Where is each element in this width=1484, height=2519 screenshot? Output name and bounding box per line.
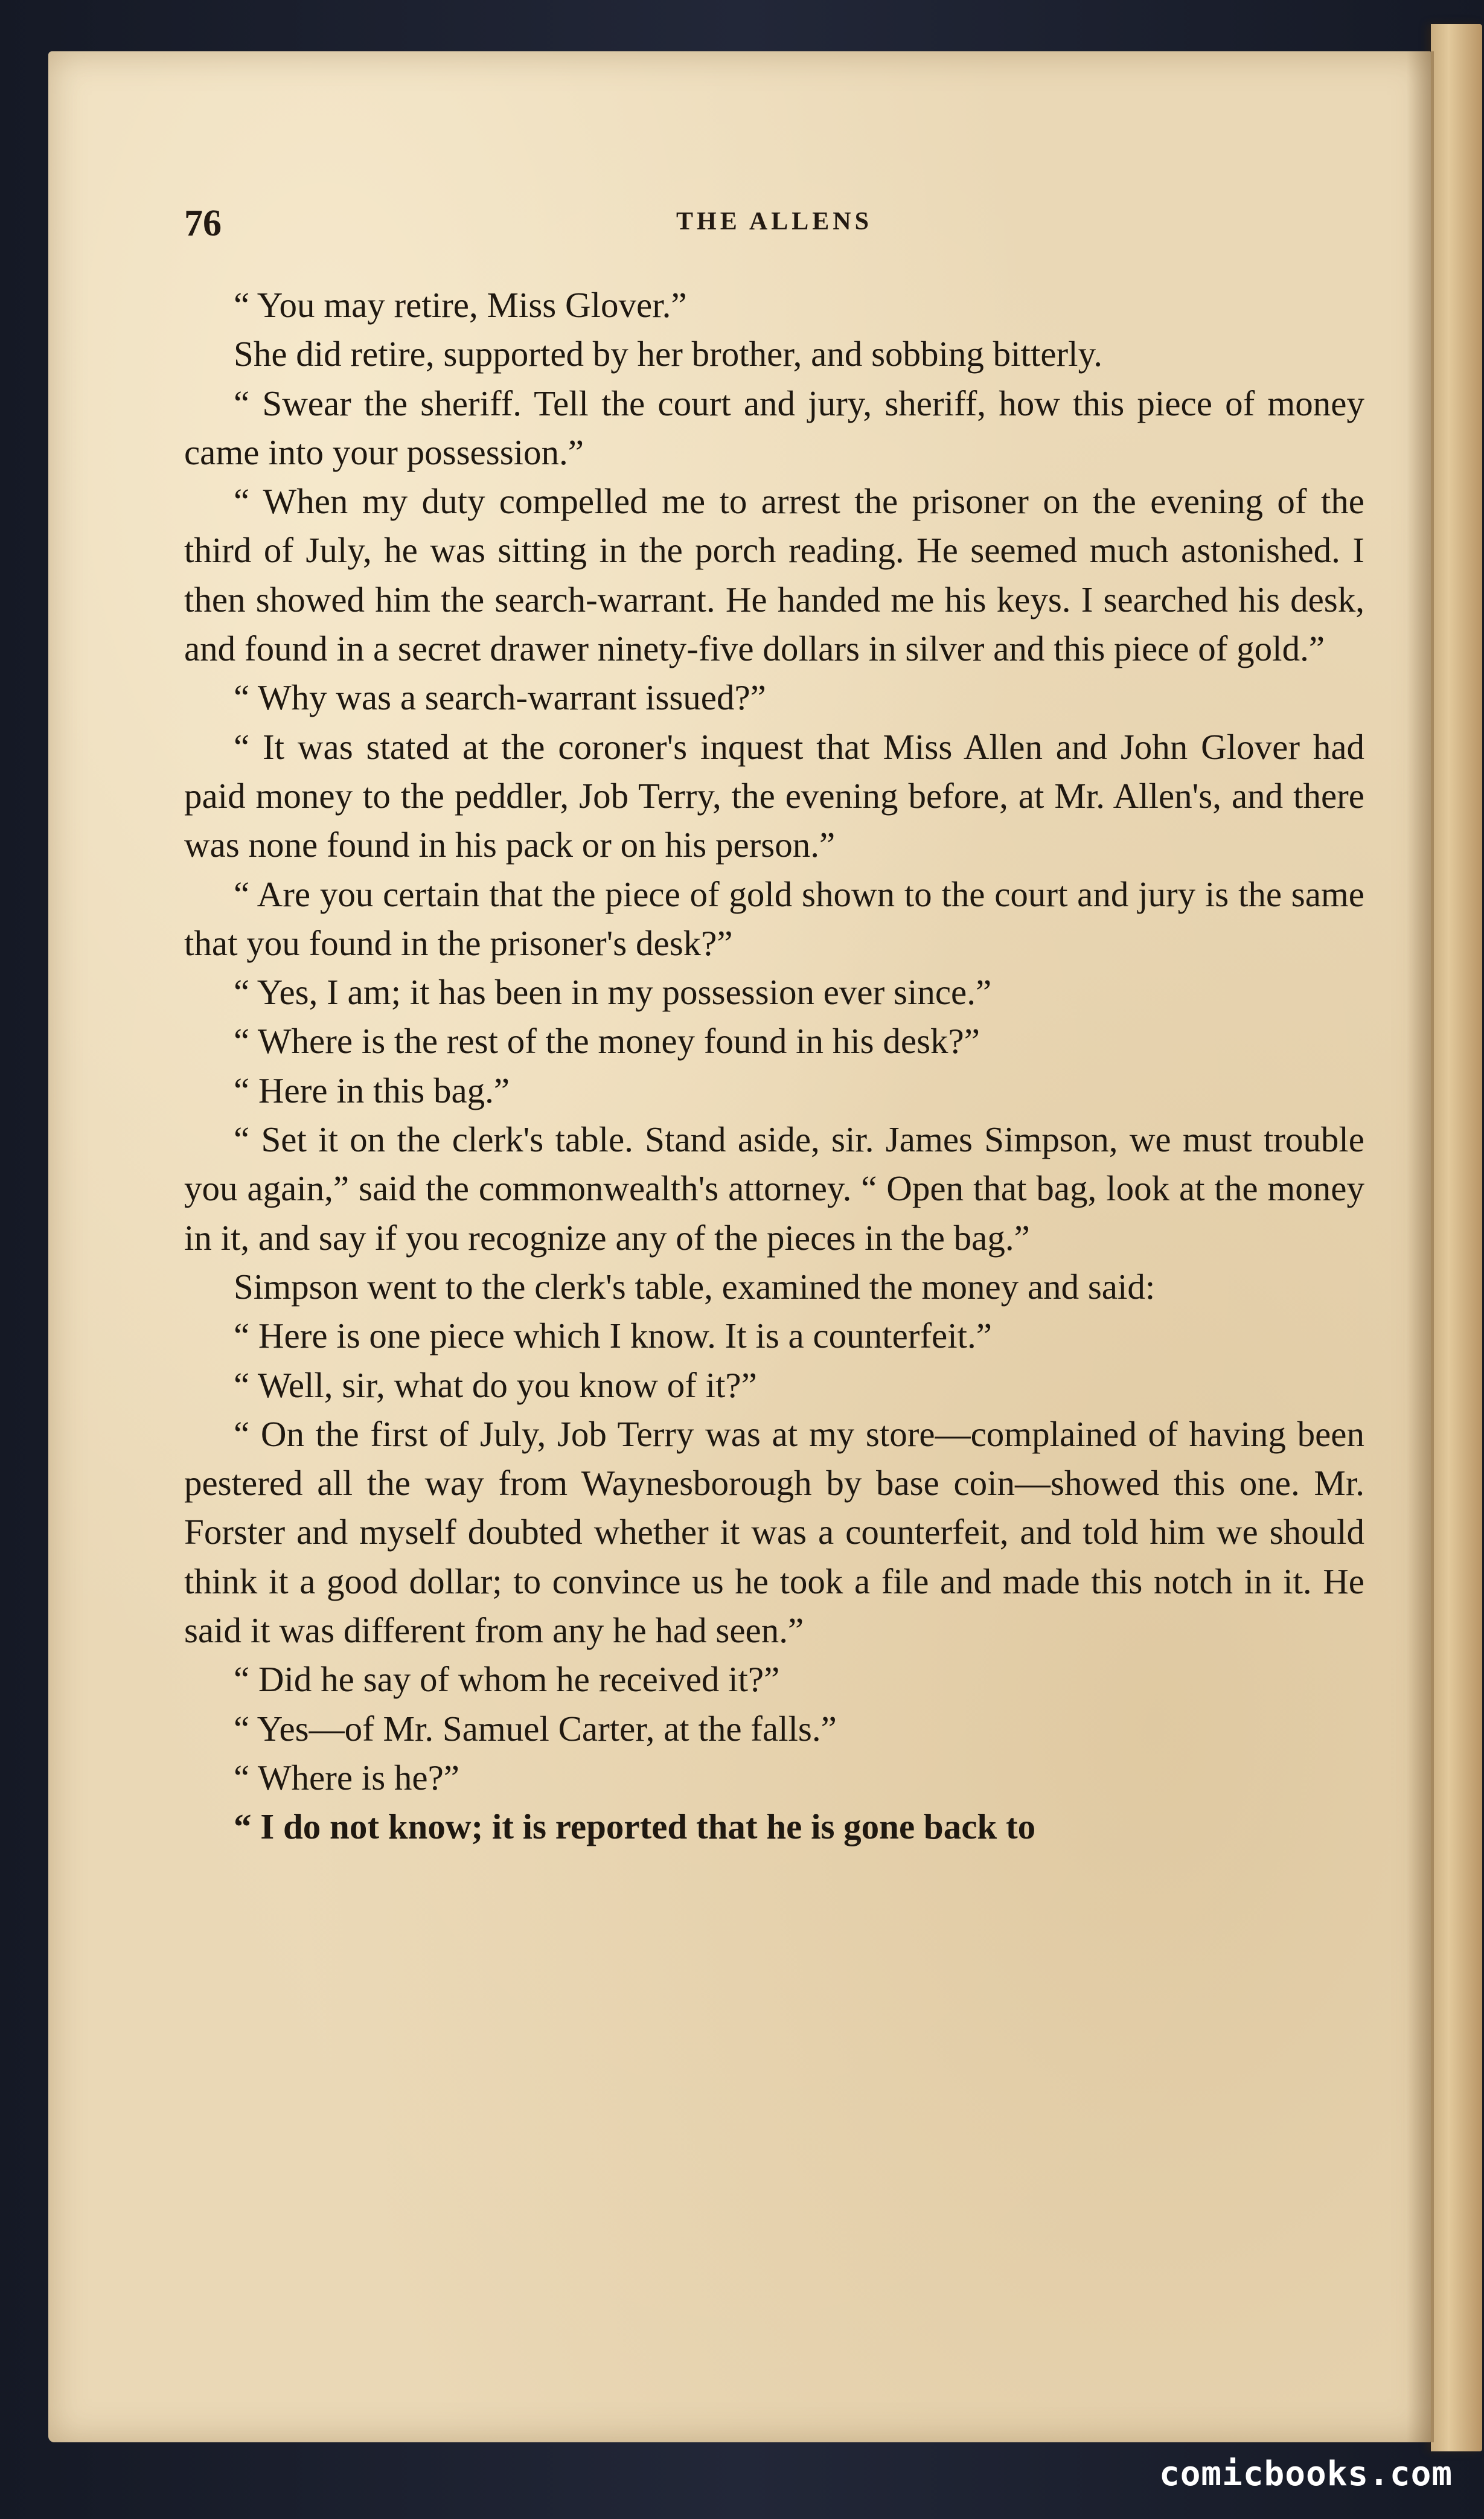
paragraph: “ You may retire, Miss Glover.” [234,285,687,325]
paragraph: “ Where is the rest of the money found in his desk?” [234,1021,980,1061]
paragraph: “ Here is one piece which I know. It is a counterfeit.” [234,1316,992,1356]
paragraph: “ Set it on the clerk's table. Stand aside, sir. James Simpson, we must trouble you again,” said the commonwealth's attorney. “ Open that bag, look at the money in it, and say if you recognize any of the pieces in the bag.” [184,1119,1364,1258]
paragraph: “ Are you certain that the piece of gold shown to the court and jury is the same that you found in the prisoner's desk?” [184,874,1364,963]
page-number: 76 [184,203,222,244]
paragraph: “ Why was a search-warrant issued?” [234,677,766,718]
paragraph: She did retire, supported by her brother, and sobbing bitterly. [234,334,1102,374]
paragraph: “ Yes—of Mr. Samuel Carter, at the falls.” [234,1708,837,1749]
page-edge [1431,24,1482,2451]
page-gutter-shadow [1407,51,1434,2442]
paragraph-continued: “ I do not know; it is reported that he is gone back to [234,1807,1036,1847]
paragraph: “ Did he say of whom he received it?” [234,1659,780,1700]
running-title: THE ALLENS [676,208,872,235]
paragraph: “ Here in this bag.” [234,1070,510,1110]
paragraph: “ On the first of July, Job Terry was at my store—complained of having been pestered all the way from Waynesborough by base coin—showed this one. Mr. Forster and myself doubted whether it was a counterfeit, and told him we should think it a good dollar; to convince us he took a file and made this notch in it. He said it was different from any he had seen.” [184,1413,1364,1651]
watermark: comicbooks.com [1159,2454,1453,2494]
paragraph: “ Well, sir, what do you know of it?” [234,1365,757,1405]
paragraph: “ It was stated at the coroner's inquest that Miss Allen and John Glover had paid money to the peddler, Job Terry, the evening before, at Mr. Allen's, and there was none found in his pack or on his person.” [184,726,1364,865]
paragraph: Simpson went to the clerk's table, examined the money and said: [234,1266,1156,1307]
paragraph: “ When my duty compelled me to arrest the prisoner on the evening of the third of July, he was sitting in the porch reading. He seemed much astonished. I then showed him the search-warrant. He handed me his keys. I searched his desk, and found in a secret drawer ninety-five dollars in silver and this piece of gold.” [184,481,1364,669]
paragraph: “ Where is he?” [234,1757,459,1797]
paragraph: “ Yes, I am; it has been in my possession ever since.” [234,972,992,1013]
body-text [184,281,1364,1852]
paragraph: “ Swear the sheriff. Tell the court and jury, sheriff, how this piece of money came into your possession.” [184,383,1364,472]
